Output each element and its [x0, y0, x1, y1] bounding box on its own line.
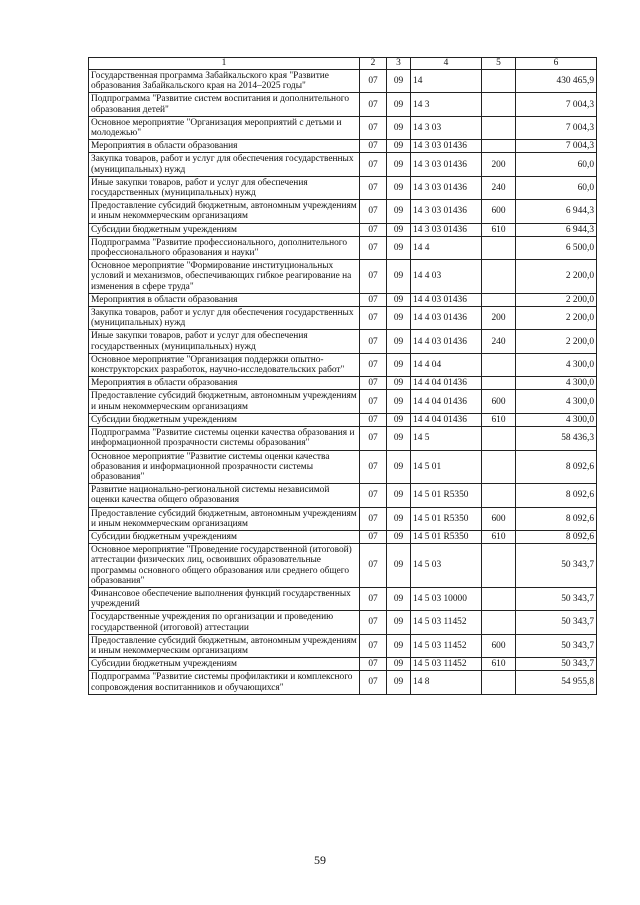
row-name-cell: Мероприятия в области образования — [89, 377, 360, 390]
header-cell: 5 — [482, 58, 516, 70]
amount-cell: 58 436,3 — [516, 427, 597, 450]
table-row — [89, 116, 597, 139]
expense-type-cell — [482, 377, 516, 390]
target-article-cell: 14 3 03 01436 — [411, 223, 482, 236]
expense-type-cell: 600 — [482, 634, 516, 657]
amount-cell: 8 092,6 — [516, 450, 597, 484]
table-row — [89, 293, 597, 306]
table-row — [89, 611, 597, 634]
header-cell: 2 — [360, 58, 387, 70]
amount-cell: 8 092,6 — [516, 530, 597, 543]
subsection-code-cell: 09 — [387, 353, 411, 376]
amount-cell: 8 092,6 — [516, 507, 597, 530]
amount-cell: 50 343,7 — [516, 611, 597, 634]
expense-type-cell — [482, 293, 516, 306]
target-article-cell: 14 3 03 — [411, 116, 482, 139]
budget-table — [88, 57, 597, 695]
row-name-cell: Иные закупки товаров, работ и услуг для обеспечения государственных (муниципальных) нужд — [89, 176, 360, 199]
amount-cell: 2 200,0 — [516, 307, 597, 330]
amount-cell: 4 300,0 — [516, 413, 597, 426]
subsection-code-cell: 09 — [387, 140, 411, 153]
row-name-cell: Государственные учреждения по организации и проведению государственной (итоговой) аттестации — [89, 611, 360, 634]
amount-cell: 2 200,0 — [516, 293, 597, 306]
subsection-code-cell: 09 — [387, 634, 411, 657]
amount-cell: 7 004,3 — [516, 116, 597, 139]
target-article-cell: 14 5 03 — [411, 544, 482, 588]
expense-type-cell: 610 — [482, 658, 516, 671]
section-code-cell: 07 — [360, 116, 387, 139]
subsection-code-cell: 09 — [387, 260, 411, 294]
row-name-cell: Основное мероприятие "Проведение государственной (итоговой) аттестации физических лиц, освоивших образовательные программы основного общего образования или среднего общего образования" — [89, 544, 360, 588]
amount-cell: 6 944,3 — [516, 200, 597, 223]
section-code-cell: 07 — [360, 70, 387, 93]
expense-type-cell: 600 — [482, 390, 516, 413]
subsection-code-cell: 09 — [387, 658, 411, 671]
amount-cell: 50 343,7 — [516, 658, 597, 671]
table-row — [89, 544, 597, 588]
table-row — [89, 671, 597, 694]
table-row — [89, 140, 597, 153]
expense-type-cell: 240 — [482, 176, 516, 199]
target-article-cell: 14 5 03 11452 — [411, 611, 482, 634]
table-row — [89, 330, 597, 353]
row-name-cell: Подпрограмма "Развитие системы профилактики и комплексного сопровождения воспитанников и обучающихся" — [89, 671, 360, 694]
subsection-code-cell: 09 — [387, 93, 411, 116]
target-article-cell: 14 4 03 01436 — [411, 307, 482, 330]
header-cell: 1 — [89, 58, 360, 70]
expense-type-cell: 610 — [482, 223, 516, 236]
target-article-cell: 14 3 03 01436 — [411, 140, 482, 153]
section-code-cell: 07 — [360, 484, 387, 507]
header-row — [89, 58, 597, 70]
row-name-cell: Субсидии бюджетным учреждениям — [89, 413, 360, 426]
amount-cell: 6 500,0 — [516, 236, 597, 259]
section-code-cell: 07 — [360, 236, 387, 259]
section-code-cell: 07 — [360, 634, 387, 657]
section-code-cell: 07 — [360, 530, 387, 543]
amount-cell: 60,0 — [516, 153, 597, 176]
header-cell: 6 — [516, 58, 597, 70]
header-cell: 3 — [387, 58, 411, 70]
table-row — [89, 176, 597, 199]
amount-cell: 4 300,0 — [516, 377, 597, 390]
table-row — [89, 260, 597, 294]
expense-type-cell: 240 — [482, 330, 516, 353]
section-code-cell: 07 — [360, 587, 387, 610]
expense-type-cell — [482, 93, 516, 116]
table-row — [89, 307, 597, 330]
amount-cell: 6 944,3 — [516, 223, 597, 236]
section-code-cell: 07 — [360, 450, 387, 484]
target-article-cell: 14 4 04 — [411, 353, 482, 376]
target-article-cell: 14 5 03 11452 — [411, 658, 482, 671]
row-name-cell: Подпрограмма "Развитие системы оценки качества образования и информационной прозрачности системы образования" — [89, 427, 360, 450]
expense-type-cell — [482, 544, 516, 588]
expense-type-cell — [482, 70, 516, 93]
section-code-cell: 07 — [360, 611, 387, 634]
expense-type-cell — [482, 450, 516, 484]
target-article-cell: 14 3 03 01436 — [411, 176, 482, 199]
subsection-code-cell: 09 — [387, 671, 411, 694]
target-article-cell: 14 4 — [411, 236, 482, 259]
table-row — [89, 236, 597, 259]
expense-type-cell — [482, 484, 516, 507]
section-code-cell: 07 — [360, 413, 387, 426]
table-row — [89, 507, 597, 530]
amount-cell: 50 343,7 — [516, 587, 597, 610]
table-row — [89, 413, 597, 426]
target-article-cell: 14 4 03 01436 — [411, 330, 482, 353]
expense-type-cell: 610 — [482, 413, 516, 426]
section-code-cell: 07 — [360, 658, 387, 671]
subsection-code-cell: 09 — [387, 307, 411, 330]
subsection-code-cell: 09 — [387, 293, 411, 306]
expense-type-cell: 600 — [482, 200, 516, 223]
section-code-cell: 07 — [360, 377, 387, 390]
table-row — [89, 153, 597, 176]
row-name-cell: Основное мероприятие "Формирование институциональных условий и механизмов, обеспечивающих гибкое реагирование на изменения в сфере труда" — [89, 260, 360, 294]
subsection-code-cell: 09 — [387, 413, 411, 426]
section-code-cell: 07 — [360, 427, 387, 450]
expense-type-cell — [482, 260, 516, 294]
section-code-cell: 07 — [360, 140, 387, 153]
row-name-cell: Иные закупки товаров, работ и услуг для обеспечения государственных (муниципальных) нужд — [89, 330, 360, 353]
subsection-code-cell: 09 — [387, 450, 411, 484]
table-row — [89, 530, 597, 543]
amount-cell: 2 200,0 — [516, 330, 597, 353]
section-code-cell: 07 — [360, 93, 387, 116]
subsection-code-cell: 09 — [387, 544, 411, 588]
target-article-cell: 14 5 03 10000 — [411, 587, 482, 610]
table-row — [89, 658, 597, 671]
row-name-cell: Предоставление субсидий бюджетным, автономным учреждениям и иным некоммерческим организациям — [89, 507, 360, 530]
section-code-cell: 07 — [360, 544, 387, 588]
expense-type-cell — [482, 671, 516, 694]
row-name-cell: Закупка товаров, работ и услуг для обеспечения государственных (муниципальных) нужд — [89, 307, 360, 330]
expense-type-cell: 200 — [482, 153, 516, 176]
target-article-cell: 14 5 — [411, 427, 482, 450]
row-name-cell: Субсидии бюджетным учреждениям — [89, 530, 360, 543]
amount-cell: 4 300,0 — [516, 390, 597, 413]
row-name-cell: Предоставление субсидий бюджетным, автономным учреждениям и иным некоммерческим организациям — [89, 634, 360, 657]
subsection-code-cell: 09 — [387, 70, 411, 93]
expense-type-cell — [482, 587, 516, 610]
row-name-cell: Закупка товаров, работ и услуг для обеспечения государственных (муниципальных) нужд — [89, 153, 360, 176]
table-row — [89, 353, 597, 376]
table-row — [89, 70, 597, 93]
row-name-cell: Основное мероприятие "Организация мероприятий с детьми и молодежью" — [89, 116, 360, 139]
section-code-cell: 07 — [360, 293, 387, 306]
subsection-code-cell: 09 — [387, 377, 411, 390]
row-name-cell: Основное мероприятие "Развитие системы оценки качества образования и информационной прозрачности системы образования" — [89, 450, 360, 484]
target-article-cell: 14 4 04 01436 — [411, 390, 482, 413]
target-article-cell: 14 4 03 01436 — [411, 293, 482, 306]
header-cell: 4 — [411, 58, 482, 70]
table-row — [89, 484, 597, 507]
row-name-cell: Подпрограмма "Развитие систем воспитания и дополнительного образования детей" — [89, 93, 360, 116]
table-row — [89, 377, 597, 390]
table-row — [89, 427, 597, 450]
subsection-code-cell: 09 — [387, 236, 411, 259]
subsection-code-cell: 09 — [387, 427, 411, 450]
table-row — [89, 450, 597, 484]
table-row — [89, 93, 597, 116]
target-article-cell: 14 3 03 01436 — [411, 200, 482, 223]
row-name-cell: Предоставление субсидий бюджетным, автономным учреждениям и иным некоммерческим организациям — [89, 390, 360, 413]
amount-cell: 60,0 — [516, 176, 597, 199]
section-code-cell: 07 — [360, 671, 387, 694]
section-code-cell: 07 — [360, 176, 387, 199]
section-code-cell: 07 — [360, 330, 387, 353]
subsection-code-cell: 09 — [387, 587, 411, 610]
row-name-cell: Подпрограмма "Развитие профессионального, дополнительного профессионального образования и науки" — [89, 236, 360, 259]
subsection-code-cell: 09 — [387, 530, 411, 543]
amount-cell: 50 343,7 — [516, 544, 597, 588]
amount-cell: 54 955,8 — [516, 671, 597, 694]
table-row — [89, 223, 597, 236]
section-code-cell: 07 — [360, 153, 387, 176]
expense-type-cell — [482, 236, 516, 259]
row-name-cell: Основное мероприятие "Организация поддержки опытно-конструкторских разработок, научно-исследовательских работ" — [89, 353, 360, 376]
section-code-cell: 07 — [360, 353, 387, 376]
subsection-code-cell: 09 — [387, 484, 411, 507]
amount-cell: 7 004,3 — [516, 140, 597, 153]
target-article-cell: 14 5 01 R5350 — [411, 507, 482, 530]
table-row — [89, 390, 597, 413]
expense-type-cell — [482, 611, 516, 634]
subsection-code-cell: 09 — [387, 390, 411, 413]
page-number: 59 — [314, 853, 326, 867]
target-article-cell: 14 3 03 01436 — [411, 153, 482, 176]
expense-type-cell: 610 — [482, 530, 516, 543]
row-name-cell: Развитие национально-региональной системы независимой оценки качества общего образования — [89, 484, 360, 507]
target-article-cell: 14 3 — [411, 93, 482, 116]
subsection-code-cell: 09 — [387, 223, 411, 236]
amount-cell: 50 343,7 — [516, 634, 597, 657]
target-article-cell: 14 5 01 R5350 — [411, 484, 482, 507]
table-row — [89, 200, 597, 223]
section-code-cell: 07 — [360, 260, 387, 294]
target-article-cell: 14 — [411, 70, 482, 93]
target-article-cell: 14 5 03 11452 — [411, 634, 482, 657]
target-article-cell: 14 4 04 01436 — [411, 377, 482, 390]
subsection-code-cell: 09 — [387, 116, 411, 139]
row-name-cell: Финансовое обеспечение выполнения функций государственных учреждений — [89, 587, 360, 610]
row-name-cell: Субсидии бюджетным учреждениям — [89, 223, 360, 236]
section-code-cell: 07 — [360, 507, 387, 530]
section-code-cell: 07 — [360, 223, 387, 236]
section-code-cell: 07 — [360, 390, 387, 413]
row-name-cell: Государственная программа Забайкальского края "Развитие образования Забайкальского края на 2014–2025 годы" — [89, 70, 360, 93]
target-article-cell: 14 5 01 — [411, 450, 482, 484]
table-row — [89, 634, 597, 657]
target-article-cell: 14 4 03 — [411, 260, 482, 294]
table-row — [89, 587, 597, 610]
subsection-code-cell: 09 — [387, 507, 411, 530]
row-name-cell: Мероприятия в области образования — [89, 140, 360, 153]
target-article-cell: 14 4 04 01436 — [411, 413, 482, 426]
subsection-code-cell: 09 — [387, 330, 411, 353]
subsection-code-cell: 09 — [387, 176, 411, 199]
target-article-cell: 14 5 01 R5350 — [411, 530, 482, 543]
amount-cell: 4 300,0 — [516, 353, 597, 376]
amount-cell: 8 092,6 — [516, 484, 597, 507]
row-name-cell: Предоставление субсидий бюджетным, автономным учреждениям и иным некоммерческим организациям — [89, 200, 360, 223]
amount-cell: 430 465,9 — [516, 70, 597, 93]
subsection-code-cell: 09 — [387, 153, 411, 176]
amount-cell: 7 004,3 — [516, 93, 597, 116]
amount-cell: 2 200,0 — [516, 260, 597, 294]
section-code-cell: 07 — [360, 200, 387, 223]
row-name-cell: Субсидии бюджетным учреждениям — [89, 658, 360, 671]
subsection-code-cell: 09 — [387, 611, 411, 634]
expense-type-cell — [482, 140, 516, 153]
subsection-code-cell: 09 — [387, 200, 411, 223]
target-article-cell: 14 8 — [411, 671, 482, 694]
expense-type-cell — [482, 427, 516, 450]
expense-type-cell: 200 — [482, 307, 516, 330]
row-name-cell: Мероприятия в области образования — [89, 293, 360, 306]
expense-type-cell: 600 — [482, 507, 516, 530]
expense-type-cell — [482, 353, 516, 376]
expense-type-cell — [482, 116, 516, 139]
section-code-cell: 07 — [360, 307, 387, 330]
